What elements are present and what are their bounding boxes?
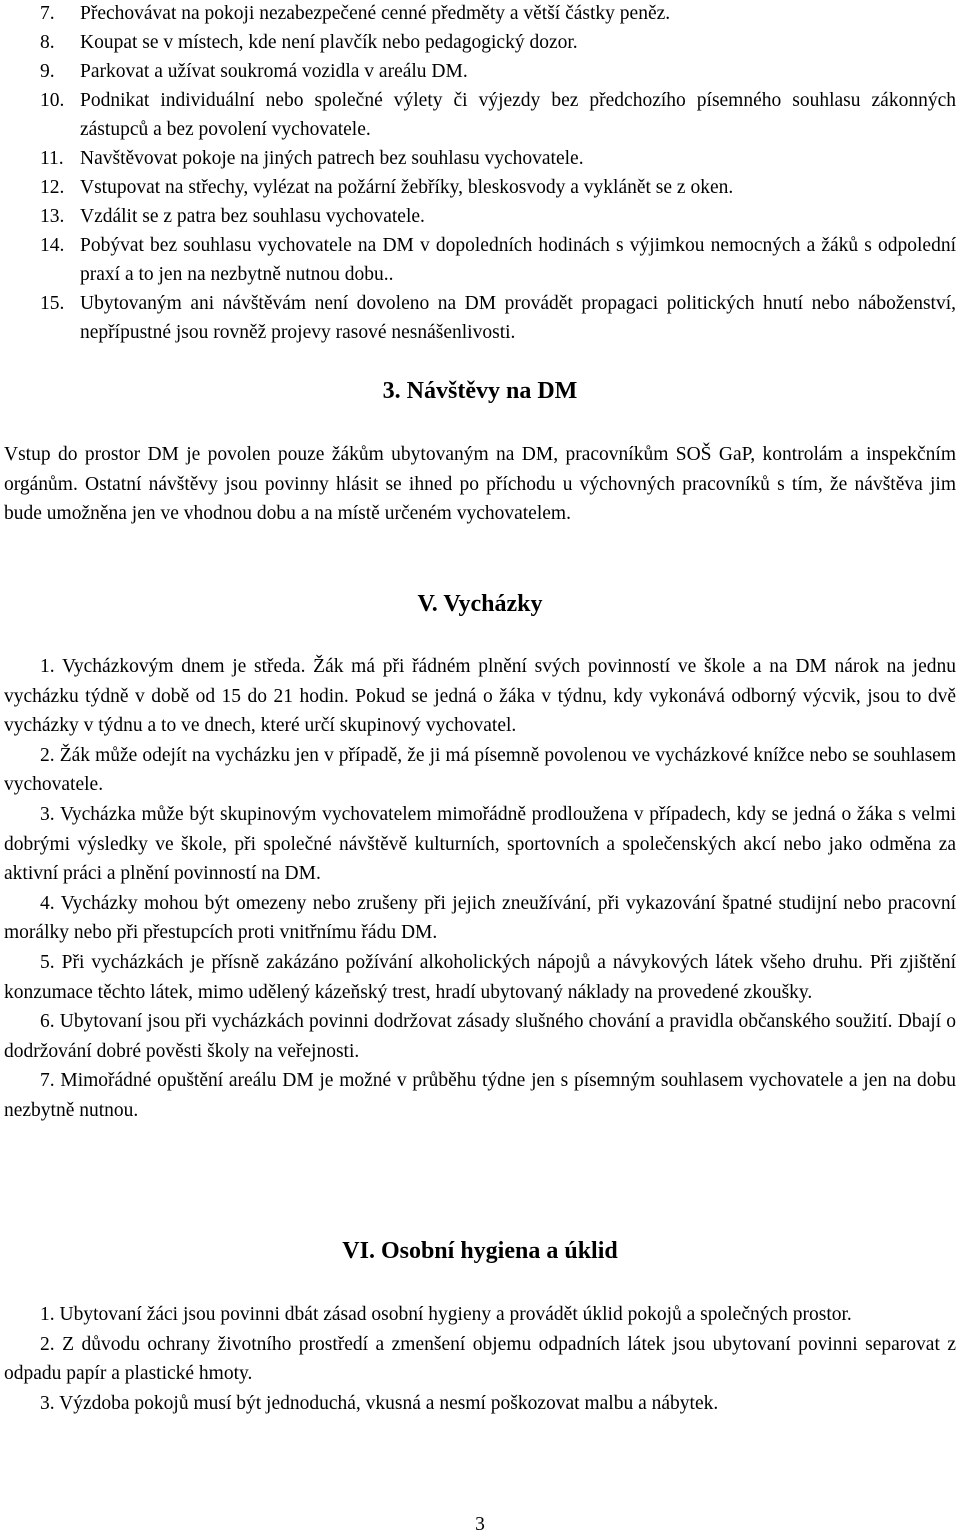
- list-item-text: Ubytovaným ani návštěvám není dovoleno na DM provádět propagaci politických hnutí nebo náboženství, nepřípustné jsou rovněž projevy rasové nesnášenlivosti.: [80, 293, 956, 343]
- list-item: [4, 1066, 956, 1125]
- list-item-text: Vstupovat na střechy, vylézat na požární žebříky, bleskosvody a vyklánět se z oken.: [80, 177, 734, 198]
- rules-list: [40, 0, 956, 347]
- section-heading-navstevy: 3. Návštěvy na DM: [382, 378, 578, 404]
- list-item: [4, 948, 956, 1007]
- list-item: [4, 1389, 956, 1419]
- list-item-text: Pobývat bez souhlasu vychovatele na DM v dopoledních hodinách s výjimkou nemocných a žáků s odpolední praxí a to jen na nezbytně nutnou dobu..: [80, 235, 956, 285]
- list-item: [40, 173, 956, 202]
- list-item-number: 14.: [40, 235, 65, 256]
- list-item-text: Vzdálit se z patra bez souhlasu vychovatele.: [80, 206, 425, 227]
- list-item: [4, 1330, 956, 1389]
- list-item: [4, 1007, 956, 1066]
- page-number: 3: [475, 1514, 485, 1535]
- list-item-text: 3. Výzdoba pokojů musí být jednoduchá, vkusná a nesmí poškozovat malbu a nábytek.: [40, 1392, 719, 1414]
- list-item-number: 10.: [40, 90, 65, 111]
- section-paragraph: [4, 440, 956, 529]
- list-item-number: 9.: [40, 61, 55, 82]
- list-item: [40, 28, 956, 57]
- list-item-text: 1. Ubytovaní žáci jsou povinni dbát zásad osobní hygieny a provádět úklid pokojů a společných prostor.: [40, 1304, 852, 1325]
- list-item: [40, 0, 956, 28]
- list-item-text: Podnikat individuální nebo společné výlety či výjezdy bez předchozího písemného souhlasu zákonných zástupců a bez povolení vychovatele.: [80, 90, 956, 140]
- list-item: [40, 144, 956, 173]
- list-item-number: 8.: [40, 32, 55, 53]
- section-heading-hygiena: VI. Osobní hygiena a úklid: [342, 1238, 618, 1264]
- list-item-text: 2. Z důvodu ochrany životního prostředí a zmenšení objemu odpadních látek jsou ubytovaní povinni separovat z odpadu papír a plastické hmoty.: [4, 1333, 956, 1385]
- section-heading-vychazky: V. Vycházky: [417, 591, 543, 617]
- hygiena-items: [4, 1300, 956, 1418]
- list-item-text: 1. Vycházkovým dnem je středa. Žák má při řádném plnění svých povinností ve škole a na DM nárok na jednu vycházku týdně v době od 15 do 21 hodin. Pokud se jedná o žáka v týdnu, kdy vykonává odborný výcvik, jsou to dvě vycházky v týdnu a to ve dnech, které určí skupinový vychovatel.: [4, 656, 956, 737]
- list-item: [40, 202, 956, 231]
- list-item-text: Koupat se v místech, kde není plavčík nebo pedagogický dozor.: [80, 32, 578, 53]
- list-item-text: 4. Vycházky mohou být omezeny nebo zrušeny při jejich zneužívání, při vykazování špatné studijní nebo pracovní morálky nebo při přestupcích proti vnitřnímu řádu DM.: [4, 892, 956, 944]
- list-item: [40, 57, 956, 86]
- list-item-number: 7.: [40, 3, 55, 24]
- list-item: [4, 800, 956, 889]
- list-item: [4, 741, 956, 800]
- list-item-number: 13.: [40, 206, 65, 227]
- list-item-text: 3. Vycházka může být skupinovým vychovatelem mimořádně prodloužena v případech, kdy se jedná o žáka s velmi dobrými výsledky ve škole, při společné návštěvě kulturních, sportovních a společenských akcí nebo jako odměna za aktivní práci a plnění povinností na DM.: [4, 803, 956, 885]
- list-item-number: 12.: [40, 177, 65, 198]
- paragraph-text: Vstup do prostor DM je povolen pouze žákům ubytovaným na DM, pracovníkům SOŠ GaP, kontrolám a inspekčním orgánům. Ostatní návštěvy jsou povinny hlásit se ihned po příchodu u výchovných pracovníků s tím, že návštěva jim bude umožněna jen ve vhodnou dobu a na místě určeném vychovatelem.: [4, 444, 956, 525]
- list-item-text: Parkovat a užívat soukromá vozidla v areálu DM.: [80, 61, 468, 82]
- list-item-text: Navštěvovat pokoje na jiných patrech bez souhlasu vychovatele.: [80, 148, 584, 169]
- list-item: [4, 889, 956, 948]
- list-item: [40, 231, 956, 289]
- list-item-number: 11.: [40, 148, 64, 169]
- list-item-number: 15.: [40, 293, 65, 314]
- list-item-text: 7. Mimořádné opuštění areálu DM je možné v průběhu týdne jen s písemným souhlasem vychovatele a jen na dobu nezbytně nutnou.: [4, 1070, 956, 1121]
- list-item: [4, 1300, 956, 1330]
- list-item-text: 6. Ubytovaní jsou při vycházkách povinni dodržovat zásady slušného chování a pravidla občanského soužití. Dbají o dodržování dobré pověsti školy na veřejnosti.: [4, 1011, 956, 1062]
- list-item-text: 2. Žák může odejít na vycházku jen v případě, že ji má písemně povolenou ve vycházkové knížce nebo se souhlasem vychovatele.: [4, 744, 956, 796]
- list-item: [40, 86, 956, 144]
- list-item: [4, 652, 956, 741]
- list-item-text: 5. Při vycházkách je přísně zakázáno požívání alkoholických nápojů a návykových látek všeho druhu. Při zjištění konzumace těchto látek, mimo udělený kázeňský trest, hradí ubytovaný náklady na provedené zkoušky.: [4, 951, 956, 1003]
- vychazky-items: [4, 652, 956, 1126]
- list-item: [40, 289, 956, 347]
- list-item-text: Přechovávat na pokoji nezabezpečené cenné předměty a větší částky peněz.: [80, 3, 671, 24]
